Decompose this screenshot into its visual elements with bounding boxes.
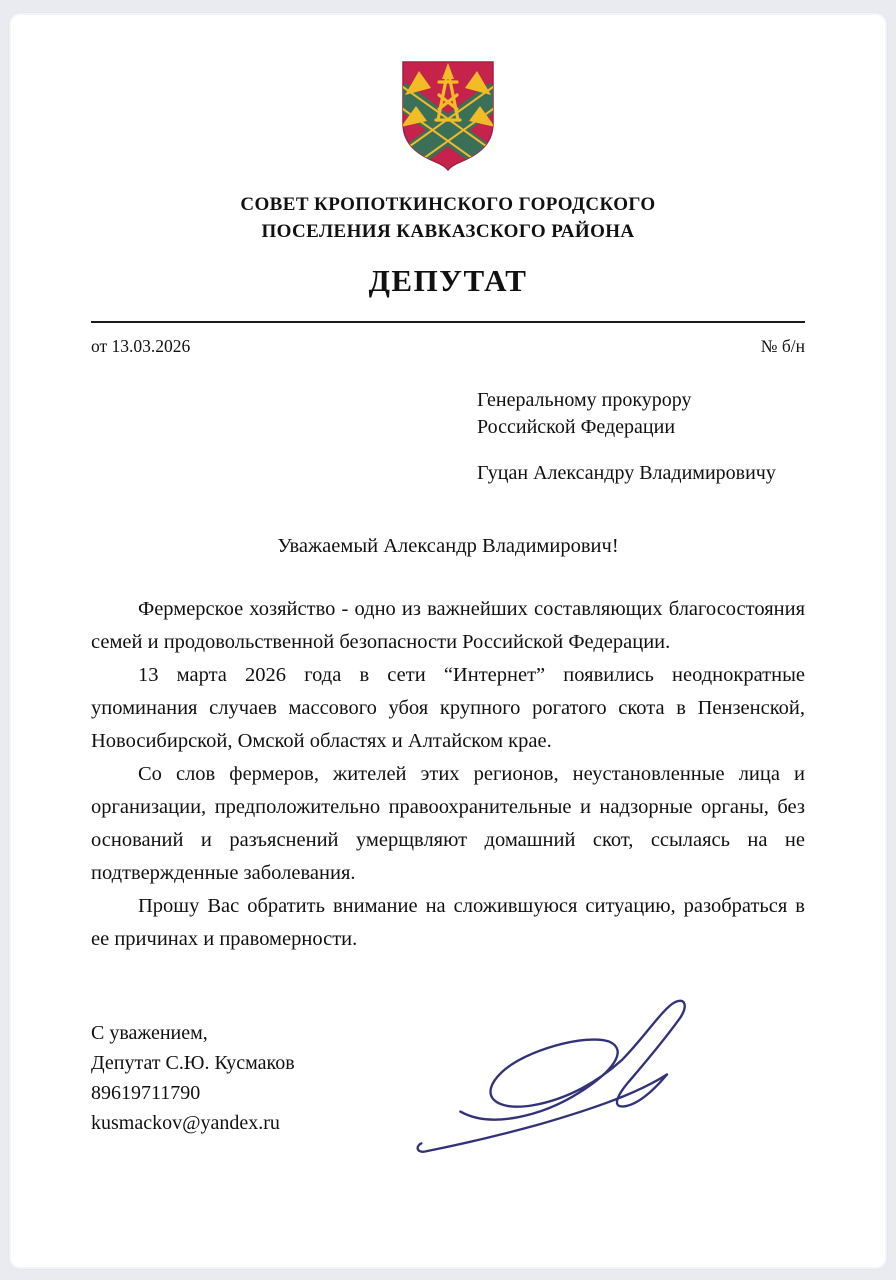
paragraph: Фермерское хозяйство - одно из важнейших составляющих благосостояния семей и продовольственной безопасности Российской Федерации.: [91, 598, 805, 653]
doc-title: ДЕПУТАТ: [368, 263, 528, 298]
meta-row: [91, 336, 805, 357]
signer-phone: 89619711790: [91, 1082, 201, 1104]
org-name: [91, 191, 805, 245]
letter-body: [91, 593, 805, 956]
addressee-name: Гуцан Александру Владимировичу: [477, 462, 776, 484]
letter-page: [8, 12, 888, 1270]
signature-area: [91, 1018, 805, 1138]
signer-name: Депутат С.Ю. Кусмаков: [91, 1052, 295, 1074]
addressee-gap: [477, 441, 805, 460]
addressee-line2: Российской Федерации: [477, 416, 676, 438]
letterhead-divider: [91, 321, 805, 323]
letter-date: от 13.03.2026: [91, 336, 191, 356]
paragraph: Со слов фермеров, жителей этих регионов, неустановленные лица и организации, предположительно правоохранительные и надзорные органы, без оснований и разъяснений умерщвляют домашний скот, ссылаясь на не подтвержденные заболевания.: [91, 763, 805, 884]
addressee-block: [477, 387, 805, 487]
coat-of-arms-icon: [396, 57, 500, 173]
signer-email: kusmackov@yandex.ru: [91, 1112, 280, 1134]
org-name-line1: СОВЕТ КРОПОТКИНСКОГО ГОРОДСКОГО: [240, 194, 656, 215]
letter-number: № б/н: [760, 336, 805, 356]
addressee-line1: Генеральному прокурору: [477, 389, 692, 411]
signature-block: [91, 1018, 805, 1138]
closing: С уважением,: [91, 1022, 208, 1044]
letter-content: [91, 13, 805, 1269]
org-name-line2: ПОСЕЛЕНИЯ КАВКАЗСКОГО РАЙОНА: [261, 221, 635, 242]
salutation: Уважаемый Александр Владимирович!: [277, 535, 619, 557]
paragraph: 13 марта 2026 года в сети “Интернет” появились неоднократные упоминания случаев массового убоя крупного рогатого скота в Пензенской, Новосибирской, Омской областях и Алтайском крае.: [91, 664, 805, 752]
paragraph: Прошу Вас обратить внимание на сложившуюся ситуацию, разобраться в ее причинах и правомерности.: [91, 895, 805, 950]
